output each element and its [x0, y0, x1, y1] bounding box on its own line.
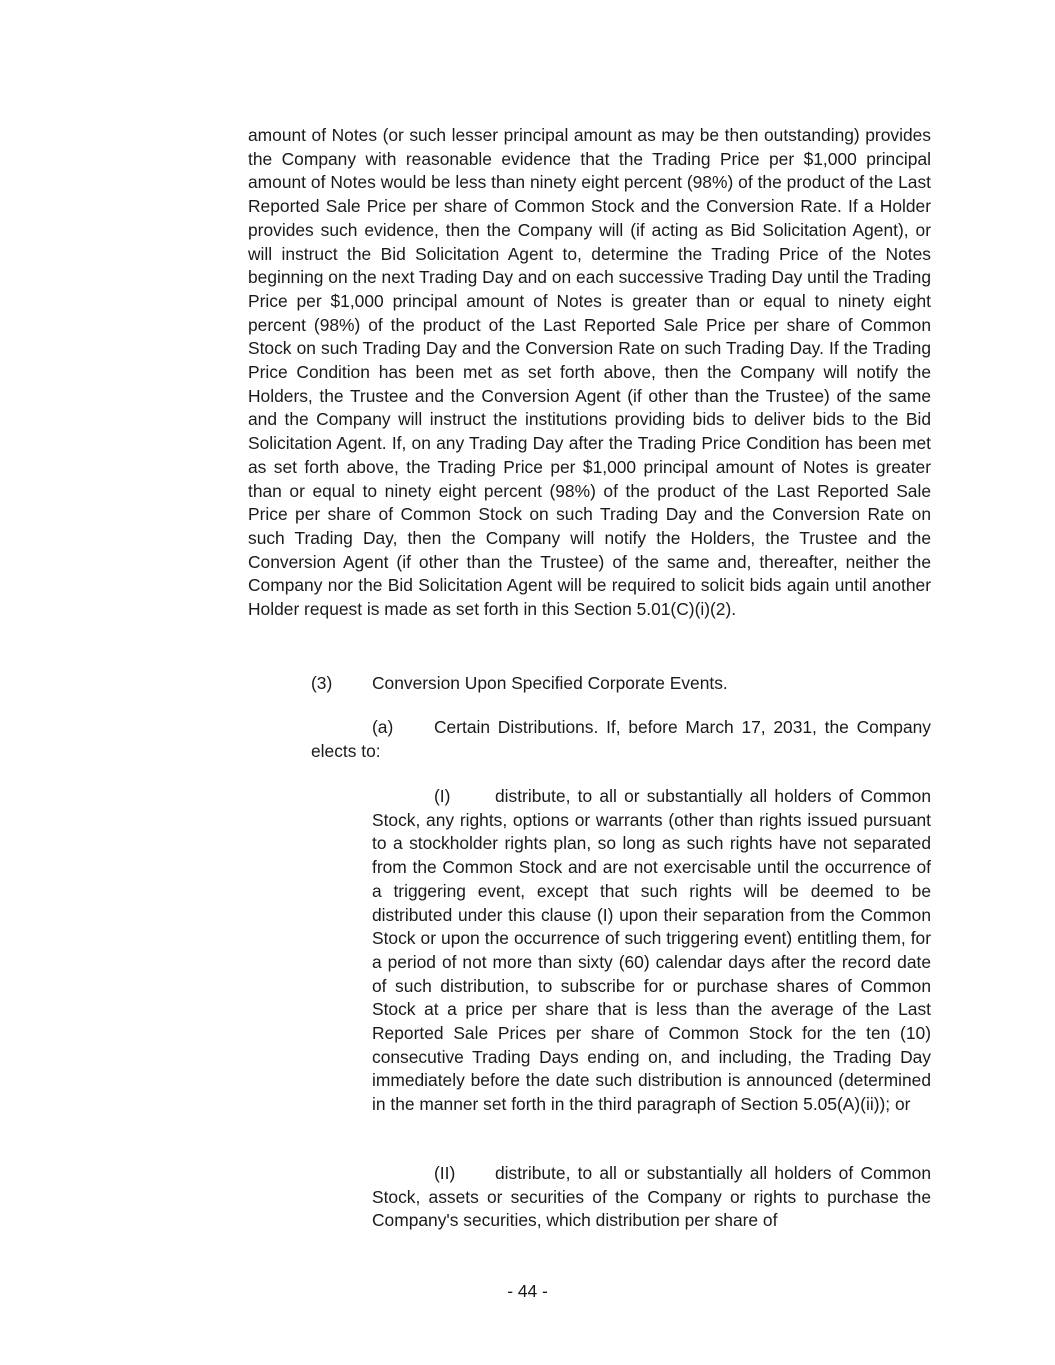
- section-3-number: (3): [311, 673, 333, 693]
- section-3-heading: [311, 672, 931, 696]
- body-paragraph-trading-price: amount of Notes (or such lesser principal amount as may be then outstanding) provides the Company with reasonable evidence that the Trading Price per $1,000 principal amount of Notes would be less than ninety eight percent (98%) of the product of the Last Reported Sale Price per share of Common Stock and the Conversion Rate. If a Holder provides such evidence, then the Company will (if acting as Bid Solicitation Agent), or will instruct the Bid Solicitation Agent to, determine the Trading Price of the Notes beginning on the next Trading Day and on each successive Trading Day until the Trading Price per $1,000 principal amount of Notes is greater than or equal to ninety eight percent (98%) of the product of the Last Reported Sale Price per share of Common Stock on such Trading Day and the Conversion Rate on such Trading Day. If the Trading Price Condition has been met as set forth above, then the Company will notify the Holders, the Trustee and the Conversion Agent (if other than the Trustee) of the same and the Company will instruct the institutions providing bids to deliver bids to the Bid Solicitation Agent. If, on any Trading Day after the Trading Price Condition has been met as set forth above, the Trading Price per $1,000 principal amount of Notes is greater than or equal to ninety eight percent (98%) of the product of the Last Reported Sale Price per share of Common Stock on such Trading Day and the Conversion Rate on such Trading Day, then the Company will notify the Holders, the Trustee and the Conversion Agent (if other than the Trustee) of the same and, thereafter, neither the Company nor the Bid Solicitation Agent will be required to solicit bids again until another Holder request is made as set forth in this Section 5.01(C)(i)(2).: [248, 125, 931, 620]
- clause-I-paragraph: [372, 785, 931, 1117]
- clause-II-paragraph: [372, 1162, 931, 1233]
- page-number: - 44 -: [507, 1281, 548, 1301]
- subsection-a-number: (a): [372, 717, 394, 737]
- subsection-a-text: Certain Distributions. If, before March 17, 2031, the Company elects to:: [311, 717, 931, 761]
- clause-II-text: distribute, to all or substantially all holders of Common Stock, assets or securities of the Company or rights to purchase the Company's securities, which distribution per share of: [372, 1163, 931, 1231]
- section-3-title: Conversion Upon Specified Corporate Events.: [372, 673, 728, 693]
- clause-II-number: (II): [434, 1163, 456, 1183]
- clause-I-number: (I): [434, 786, 451, 806]
- subsection-a-paragraph: [311, 716, 931, 763]
- clause-I-text: distribute, to all or substantially all holders of Common Stock, any rights, options or warrants (other than rights issued pursuant to a stockholder rights plan, so long as such rights have not separated from the Common Stock and are not exercisable until the occurrence of a triggering event, except that such rights will be deemed to be distributed under this clause (I) upon their separation from the Common Stock or upon the occurrence of such triggering event) entitling them, for a period of not more than sixty (60) calendar days after the record date of such distribution, to subscribe for or purchase shares of Common Stock at a price per share that is less than the average of the Last Reported Sale Prices per share of Common Stock for the ten (10) consecutive Trading Days ending on, and including, the Trading Day immediately before the date such distribution is announced (determined in the manner set forth in the third paragraph of Section 5.05(A)(ii)); or: [372, 786, 931, 1115]
